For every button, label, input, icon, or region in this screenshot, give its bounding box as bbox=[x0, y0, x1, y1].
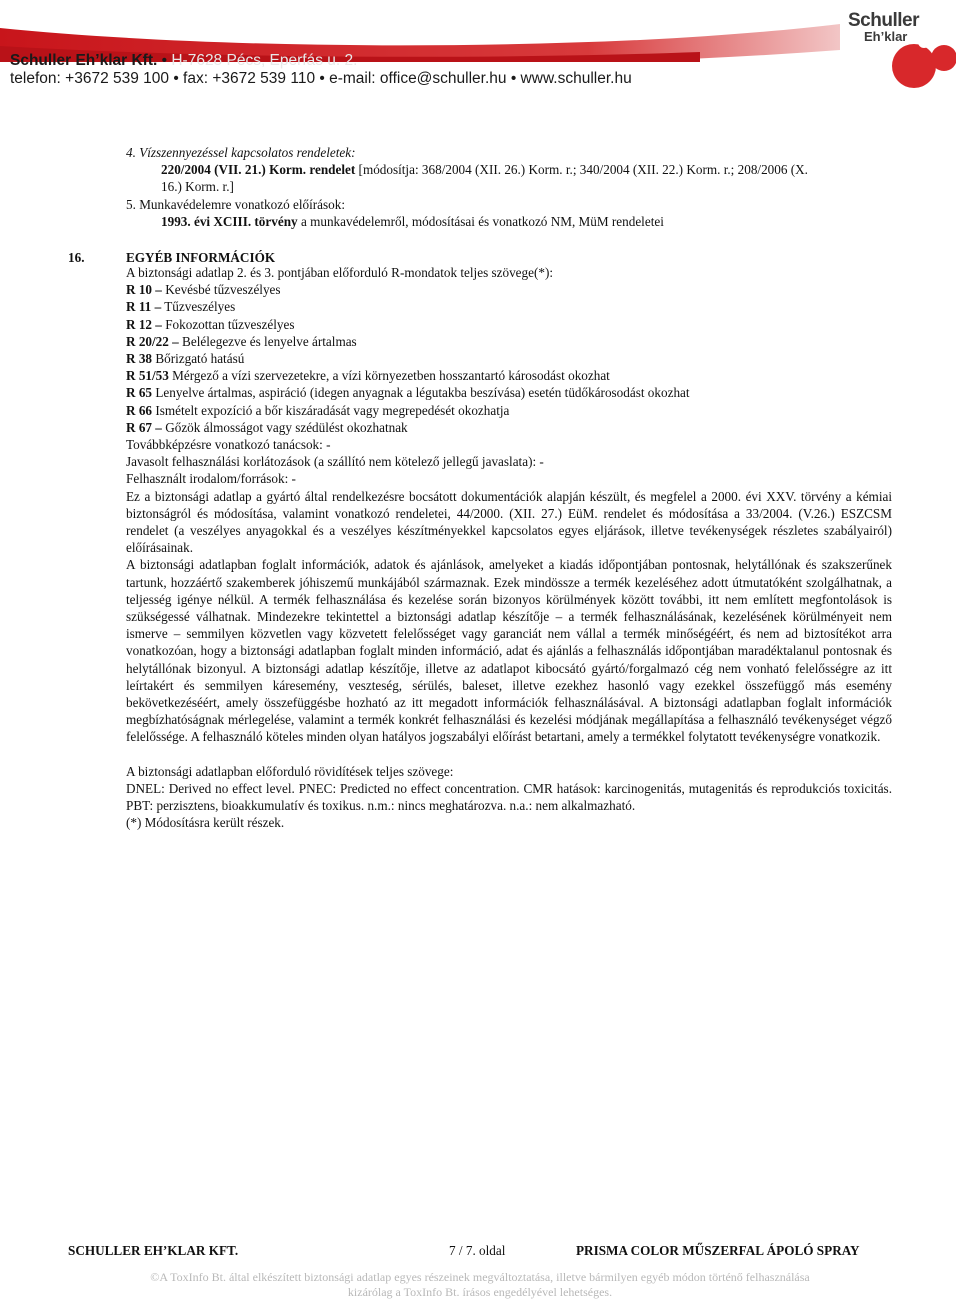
footer-product-name: PRISMA COLOR MŰSZERFAL ÁPOLÓ SPRAY bbox=[576, 1243, 860, 1258]
training-note: Továbbképzésre vonatkozó tanácsok: - bbox=[126, 437, 331, 453]
legal-references bbox=[126, 144, 892, 230]
company-address-line bbox=[10, 52, 357, 70]
r-phrase-item bbox=[126, 333, 892, 350]
r-phrase-text: Bőrizgató hatású bbox=[152, 351, 245, 367]
item-5-title: 5. Munkavédelemre vonatkozó előírások: bbox=[126, 196, 345, 212]
logo-wordmark: Schuller bbox=[848, 10, 919, 31]
abbreviations-title: A biztonsági adatlapban előforduló rövidítések teljes szövege: bbox=[126, 763, 454, 779]
item-4-law: 220/2004 (VII. 21.) Korm. rendelet bbox=[161, 162, 356, 178]
item-4-line2: 16.) Korm. r.] bbox=[161, 179, 234, 195]
restrictions-note: Javasolt felhasználási korlátozások (a szállító nem kötelező jellegű javaslata): - bbox=[126, 454, 544, 470]
item-5-desc: a munkavédelemről, módosításai és vonatkozó NM, MüM rendeletei bbox=[297, 213, 664, 229]
r-phrase-text: Gőzök álmosságot vagy szédülést okozhatnak bbox=[161, 419, 408, 435]
r-phrase-code: R 12 – bbox=[126, 316, 162, 332]
section-16-body bbox=[126, 264, 892, 832]
r-phrase-item bbox=[126, 350, 892, 367]
r-phrase-item bbox=[126, 402, 892, 419]
spacer bbox=[126, 746, 892, 763]
r-phrase-text: Ismételt expozíció a bőr kiszáradását vagy megrepedését okozhatja bbox=[152, 402, 510, 418]
r-phrase-text: Lenyelve ártalmas, aspiráció (idegen anyagnak a légutakba beszívása) esetén tüdőkárosodást okozhat bbox=[152, 385, 690, 401]
r-phrase-text: Mérgező a vízi szervezetekre, a vízi környezetben hosszantartó károsodást okozhat bbox=[168, 368, 610, 384]
r-phrase-text: Fokozottan tűzveszélyes bbox=[161, 316, 295, 332]
item-4-amend: [módosítja: 368/2004 (XII. 26.) Korm. r.; 340/2004 (XII. 22.) Korm. r.; 208/2006 (X. bbox=[355, 162, 808, 178]
footer-company: SCHULLER EH’KLAR KFT. bbox=[68, 1243, 239, 1258]
r-phrase-item bbox=[126, 384, 892, 401]
contact-line: telefon: +3672 539 100 • fax: +3672 539 110 • e-mail: office@schuller.hu • www.schuller.hu bbox=[10, 70, 632, 87]
item-4-title: 4. Vízszennyezéssel kapcsolatos rendeletek: bbox=[126, 145, 356, 160]
r-phrase-item bbox=[126, 367, 892, 384]
r-phrases-intro: A biztonsági adatlap 2. és 3. pontjában előforduló R-mondatok teljes szövege(*): bbox=[126, 265, 554, 280]
r-phrase-text: Kevésbé tűzveszélyes bbox=[161, 282, 281, 298]
disclaimer-paragraph: A biztonsági adatlapban foglalt információk, adatok és ajánlások, amelyeket a kiadás időpontjában pontosnak, helytállónak és szakszerűnek tartunk, hozzáértő szakemberek jóhiszemű munkájából származnak. Ezek mindössze a termék kezeléséhez adott útmutatóként szolgálhatnak, a teljesség igénye nélkül. A termék felhasználása és kezelése során bizonyos körülmények között további, itt nem említett megfontolások is szükségessé válhatnak. Mindezekre tekintettel a biztonsági adatlap készítője – a termék felhasználásának, kezelésének körülményeit nem ismerve – semmilyen közvetlen vagy közvetett felelősséget vagy garanciát nem vállal a termék minőségéért, és nem ad biztosítékot arra vonatkozóan, hogy a biztonsági adatlapban foglalt minden információ, adat és ajánlás a felhasználás időpontjában maradéktalanul pontosnak és helytállónak bizonyul. A biztonsági adatlap készítője, illetve az adatlapot kibocsátó gyártó/forgalmazó cég nem vonható felelősségre az itt leírtakért és semmilyen káresemény, veszteség, sérülés, baleset, illetve ezekhez hasonló vagy ezekkel összefüggő más esemény bekövetkezéséért, amely összefüggésbe hozható az itt megadott információk felhasználásával. A biztonsági adatlapban foglalt információk megbízhatóságnak mérlegelése, valamint a termék konkrét felhasználási és kezelési módjának megállapítása a felhasználó tevékenységet végző felelőssége. A felhasználó köteles minden olyan hatályos jogszabályi előírást betartani, amely a termékkel folytatott tevékenységre vonatkozik. bbox=[126, 557, 892, 745]
r-phrase-code: R 11 – bbox=[126, 299, 162, 315]
bullet: • bbox=[161, 52, 172, 69]
r-phrase-code: R 20/22 – bbox=[126, 333, 179, 349]
item-5-line1 bbox=[126, 213, 892, 230]
sources-note: Felhasznált irodalom/források: - bbox=[126, 471, 296, 487]
item-5-law: 1993. évi XCIII. törvény bbox=[161, 213, 298, 229]
r-phrase-text: Tűzveszélyes bbox=[161, 299, 236, 315]
r-phrase-code: R 10 – bbox=[126, 282, 162, 298]
r-phrase-item bbox=[126, 316, 892, 333]
company-name: Schuller Eh’klar Kft. bbox=[10, 52, 158, 69]
schuller-logo bbox=[846, 8, 956, 88]
r-phrase-item bbox=[126, 419, 892, 436]
section-title: EGYÉB INFORMÁCIÓK bbox=[126, 250, 276, 265]
compliance-paragraph: Ez a biztonsági adatlap a gyártó által rendelkezésre bocsátott dokumentációk alapján készült, és megfelel a 2000. évi XXV. törvény a kémiai biztonságról és módosítása, valamint vonatkozó rendeletei, 44/2000. (XII. 27.) EüM. rendelet és módosítása a 33/2004. (V.26.) ESZCSM rendelet (a veszélyes anyagokkal és a veszélyes készítményekkel kapcsolatos egyes eljárások, illetve tevékenységek részletes szabályairól) előírásainak. bbox=[126, 488, 892, 556]
page-number: 7 / 7. oldal bbox=[449, 1243, 506, 1258]
modified-note: (*) Módosításra került részek. bbox=[126, 815, 285, 831]
logo-subtitle: Eh’klar bbox=[864, 29, 908, 44]
r-phrase-code: R 67 – bbox=[126, 419, 162, 435]
company-address: H-7628 Pécs, Eperfás u. 2. bbox=[171, 52, 358, 69]
r-phrase-item bbox=[126, 298, 892, 315]
r-phrase-code: R 66 bbox=[126, 402, 153, 418]
item-4-line1 bbox=[126, 161, 892, 178]
r-phrase-code: R 51/53 bbox=[126, 368, 169, 384]
copyright-line-2: kizárólag a ToxInfo Bt. írásos engedélyével lehetséges. bbox=[347, 1285, 613, 1299]
copyright-line-1: ©A ToxInfo Bt. által elkészített biztonsági adatlap egyes részeinek megváltoztatása, illetve bármilyen egyéb módon történő felhasználása bbox=[150, 1270, 810, 1284]
r-phrase-item bbox=[126, 281, 892, 298]
abbreviations-text: DNEL: Derived no effect level. PNEC: Predicted no effect concentration. CMR hatások: karcinogenitás, mutagenitás és reprodukciós toxicitás. PBT: perzisztens, bioakkumulatív és toxikus. n.m.: nincs meghatározva. n.a.: nem alkalmazható. bbox=[126, 780, 892, 814]
r-phrase-code: R 38 bbox=[126, 351, 153, 367]
copyright-notice bbox=[0, 1270, 960, 1300]
r-phrases-list bbox=[126, 281, 892, 436]
r-phrase-text: Belélegezve és lenyelve ártalmas bbox=[178, 333, 357, 349]
section-number: 16. bbox=[68, 250, 85, 265]
letterhead bbox=[0, 0, 960, 95]
r-phrase-code: R 65 bbox=[126, 385, 153, 401]
